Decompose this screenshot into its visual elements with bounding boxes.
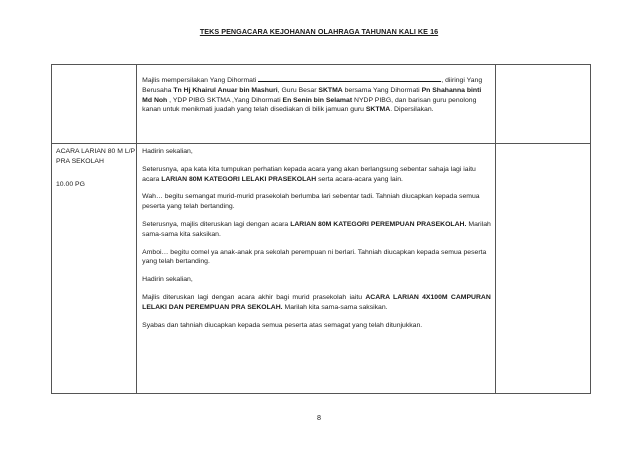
text-segment: , Guru Besar	[277, 86, 319, 94]
event-time: 10.00 PG	[56, 180, 85, 188]
paragraph	[142, 220, 491, 240]
document-title: TEKS PENGACARA KEJOHANAN OLAHRAGA TAHUNAN KALI KE 16	[199, 27, 439, 36]
bold-org: SKTMA	[318, 86, 343, 94]
table-row	[52, 65, 591, 144]
event-cell	[52, 144, 137, 394]
notes-cell	[495, 144, 590, 394]
bold-event: LARIAN 80M KATEGORI LELAKI PRASEKOLAH	[161, 175, 317, 183]
paragraph	[142, 293, 491, 313]
table-row	[52, 144, 591, 394]
text-segment: Majlis diteruskan lagi dengan acara akhir bagi murid prasekolah iaitu	[142, 293, 366, 301]
page-number: 8	[317, 413, 321, 422]
text-segment: , diiringi Yang Berusaha	[142, 77, 483, 94]
name-blank-line	[258, 74, 441, 82]
paragraph	[142, 165, 491, 185]
bold-event: ACARA LARIAN 4X100M CAMPURAN LELAKI DAN PEREMPUAN PRA SEKOLAH.	[142, 293, 491, 311]
paragraph: Wah… begitu semangat murid-murid prasekolah berlumba lari sebentar tadi. Tahniah diucapkan kepada semua peserta yang telah bertanding.	[142, 193, 480, 211]
bold-name: En Senin bin Selamat	[282, 96, 353, 104]
bold-name: Pn Shahanna binti Md Noh	[142, 86, 482, 104]
paragraph-invitation	[142, 74, 491, 115]
text-segment: bersama Yang Dihormati	[342, 86, 422, 94]
text-segment: Seterusnya, apa kata kita tumpukan perhatian kepada acara yang akan berlangsung sebentar sahaja lagi iaitu acara	[142, 165, 476, 183]
event-name: ACARA LARIAN 80 M L/P PRA SEKOLAH	[56, 148, 135, 165]
text-segment: serta acara-acara yang lain.	[316, 175, 403, 183]
text-segment: Seterusnya, majlis diteruskan lagi dengan acara	[142, 220, 291, 228]
script-cell	[137, 65, 496, 144]
text-segment: Marilah kita sama-sama saksikan.	[282, 303, 388, 311]
notes-cell	[495, 65, 590, 144]
paragraph: Amboi… begitu comel ya anak-anak pra sekolah perempuan ni berlari. Tahniah diucapkan kepada semua peserta yang telah bertanding.	[142, 248, 487, 266]
bold-org: SKTMA	[365, 106, 391, 114]
text-segment: NYDP PIBG, dan barisan guru penolong kanan untuk menikmati juadah yang telah disediakan di bilik jamuan guru	[142, 96, 477, 114]
text-segment: , YDP PIBG SKTMA ,Yang Dihormati	[167, 96, 283, 104]
bold-event: LARIAN 80M KATEGORI PEREMPUAN PRASEKOLAH.	[290, 220, 467, 228]
greeting: Hadirin sekalian,	[142, 148, 193, 155]
text-segment: Marilah sama-sama kita saksikan.	[142, 220, 491, 238]
event-cell	[52, 65, 137, 144]
bold-name: Tn Hj Khairul Anuar bin Mashuri	[173, 86, 278, 94]
paragraph: Syabas dan tahniah diucapkan kepada semua peserta atas semagat yang telah ditunjukkan.	[142, 321, 423, 329]
text-segment: . Dipersilakan.	[390, 106, 434, 114]
greeting: Hadirin sekalian,	[142, 276, 193, 284]
script-cell	[137, 144, 496, 394]
script-table	[51, 64, 591, 394]
text-segment: Majlis mempersilakan Yang Dihormati	[142, 77, 259, 84]
